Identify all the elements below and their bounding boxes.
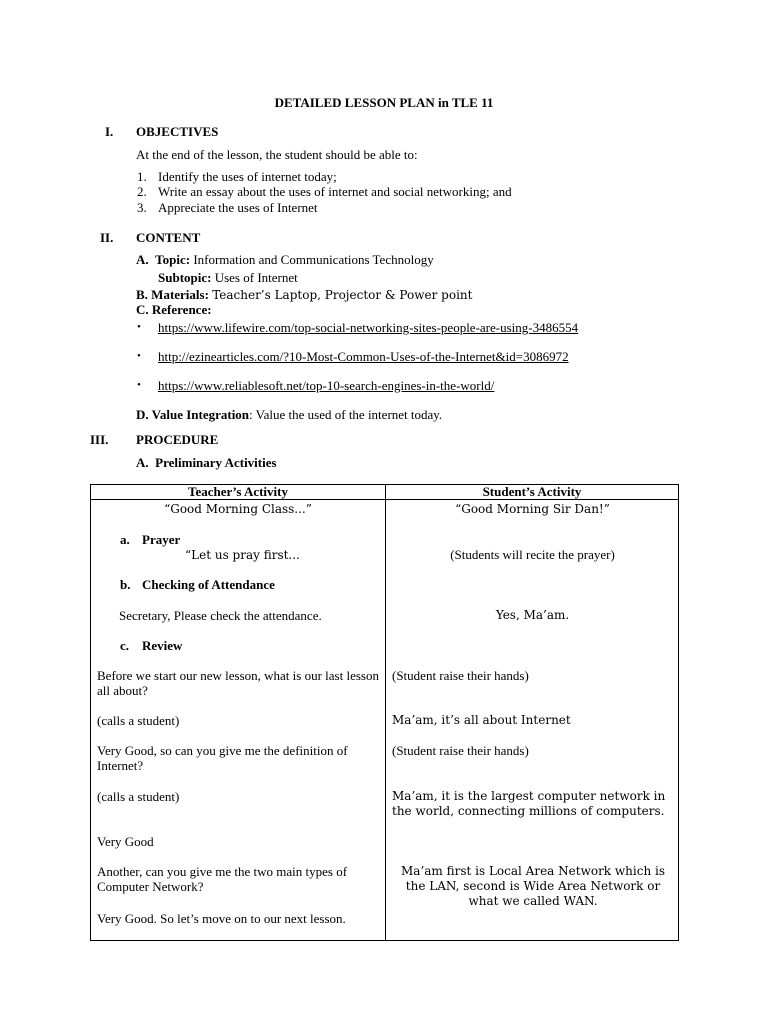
teacher-activity-header: Teacher’s Activity bbox=[91, 485, 386, 500]
review-question-1: Before we start our new lesson, what is our last lesson all about? bbox=[97, 668, 379, 698]
review-question-3: Another, can you give me the two main types of Computer Network? bbox=[97, 864, 348, 894]
student-answer-3: Ma’am first is Local Area Network which is the LAN, second is Wide Area Network or what we called WAN. bbox=[401, 864, 665, 908]
objective-number: 3. bbox=[137, 200, 147, 215]
section-number-procedure: III. bbox=[90, 432, 109, 447]
materials-line bbox=[136, 287, 472, 303]
section-number-content: II. bbox=[100, 230, 114, 245]
prayer-heading: Prayer bbox=[142, 532, 181, 547]
topic-value: Information and Communications Technology bbox=[193, 252, 434, 267]
section-heading-content: CONTENT bbox=[136, 230, 201, 245]
table-header-row bbox=[91, 485, 679, 500]
materials-value: Teacher’s Laptop, Projector & Power point bbox=[212, 288, 473, 302]
teacher-praise: Very Good bbox=[97, 834, 154, 849]
attendance-line: Secretary, Please check the attendance. bbox=[119, 608, 322, 623]
teacher-activity-cell bbox=[91, 500, 386, 941]
review-question-2: Very Good, so can you give me the definition of Internet? bbox=[97, 743, 348, 773]
value-integration-text: : Value the used of the internet today. bbox=[249, 407, 443, 422]
topic-letter: A. bbox=[136, 252, 149, 267]
transition-line: Very Good. So let’s move on to our next lesson. bbox=[97, 911, 346, 926]
reference-link[interactable]: http://ezinearticles.com/?10-Most-Common-Uses-of-the-Internet&id=3086972 bbox=[158, 349, 569, 364]
subtopic-line bbox=[158, 270, 298, 285]
subtopic-value: Uses of Internet bbox=[214, 270, 298, 285]
bullet-icon: • bbox=[137, 379, 141, 391]
student-answer-2: Ma’am, it is the largest computer network in the world, connecting millions of computers. bbox=[392, 789, 666, 818]
prayer-line: “Let us pray first... bbox=[185, 548, 300, 562]
reference-link[interactable]: https://www.reliablesoft.net/top-10-search-engines-in-the-world/ bbox=[158, 378, 495, 393]
student-raise-hands: (Student raise their hands) bbox=[392, 743, 529, 758]
materials-label: Materials: bbox=[151, 287, 209, 302]
attendance-heading: Checking of Attendance bbox=[142, 577, 275, 592]
bullet-icon: • bbox=[137, 321, 141, 333]
student-answer-1: Ma’am, it’s all about Internet bbox=[392, 713, 571, 727]
attendance-letter: b. bbox=[120, 577, 131, 592]
objective-text: Identify the uses of internet today; bbox=[158, 169, 337, 184]
reference-label: C. Reference: bbox=[136, 302, 212, 317]
preliminary-letter: A. bbox=[136, 455, 149, 470]
reference-link[interactable]: https://www.lifewire.com/top-social-networking-sites-people-are-using-3486554 bbox=[158, 320, 579, 335]
materials-letter: B. bbox=[136, 287, 148, 302]
topic-line bbox=[136, 252, 434, 267]
objectives-intro: At the end of the lesson, the student should be able to: bbox=[136, 147, 418, 162]
section-number-objectives: I. bbox=[105, 124, 114, 139]
teacher-calls-student: (calls a student) bbox=[97, 713, 180, 728]
student-raise-hands: (Student raise their hands) bbox=[392, 668, 529, 683]
review-heading: Review bbox=[142, 638, 183, 653]
document-title: DETAILED LESSON PLAN in TLE 11 bbox=[274, 95, 494, 110]
review-letter: c. bbox=[120, 638, 130, 653]
student-activity-header: Student’s Activity bbox=[386, 485, 679, 500]
section-heading-procedure: PROCEDURE bbox=[136, 432, 219, 447]
subtopic-label: Subtopic: bbox=[158, 270, 212, 285]
topic-label: Topic: bbox=[155, 252, 191, 267]
section-heading-objectives: OBJECTIVES bbox=[136, 124, 219, 139]
objective-text: Write an essay about the uses of internet and social networking; and bbox=[158, 184, 512, 199]
preliminary-activities-heading bbox=[136, 455, 277, 470]
value-integration-line bbox=[136, 407, 442, 422]
table-row bbox=[91, 500, 679, 941]
student-prayer: (Students will recite the prayer) bbox=[450, 547, 615, 562]
objective-text: Appreciate the uses of Internet bbox=[158, 200, 318, 215]
preliminary-label: Preliminary Activities bbox=[155, 455, 277, 470]
activities-table bbox=[90, 484, 679, 941]
value-integration-label: D. Value Integration bbox=[136, 407, 250, 422]
bullet-icon: • bbox=[137, 350, 141, 362]
objective-number: 2. bbox=[137, 184, 147, 199]
objective-number: 1. bbox=[137, 169, 147, 184]
prayer-letter: a. bbox=[120, 532, 130, 547]
student-activity-cell bbox=[386, 500, 679, 941]
teacher-calls-student: (calls a student) bbox=[97, 789, 180, 804]
student-attendance-reply: Yes, Ma’am. bbox=[495, 608, 570, 622]
teacher-greeting: “Good Morning Class...” bbox=[164, 502, 312, 516]
student-greeting: “Good Morning Sir Dan!” bbox=[455, 502, 610, 516]
